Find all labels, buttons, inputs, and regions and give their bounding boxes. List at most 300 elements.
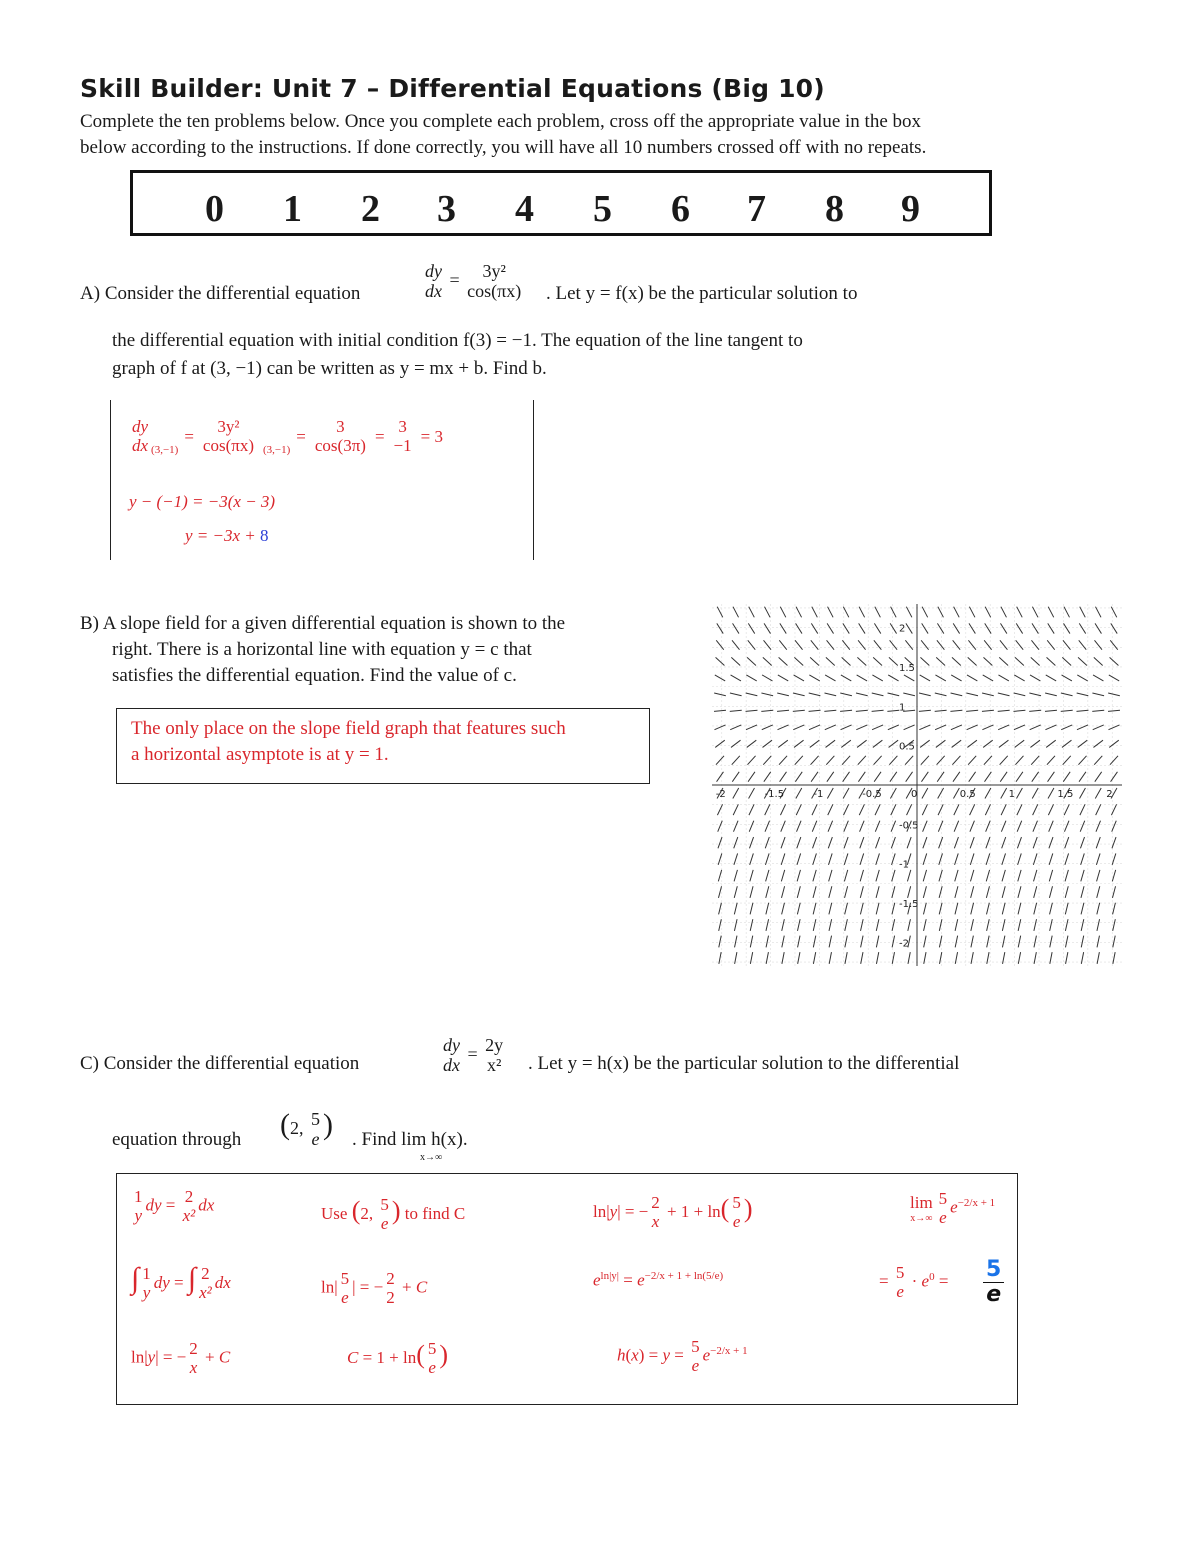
slope-segment [826,657,835,665]
slope-segment [1061,710,1073,711]
x-tick-label: 1 [1008,789,1015,800]
slope-segment [1112,870,1115,882]
problem-b-answer-box [116,708,650,784]
slope-segment [1033,837,1037,848]
slope-segment [971,919,974,931]
slope-segment [986,870,989,882]
slope-segment [1080,804,1085,815]
slope-segment [1014,693,1026,696]
slope-segment [1015,657,1024,665]
slope-segment [809,693,821,696]
slope-segment [1079,772,1086,782]
slope-segment [1033,821,1038,832]
slope-segment [1095,788,1101,798]
slope-segment [813,870,816,882]
slope-segment [810,740,820,747]
problem-b-line1: B) A slope field for a given differential equation is shown to the [80,613,566,634]
slope-segment [876,853,880,864]
slope-segment [1093,740,1103,747]
c-step-C: C = 1 + ln( 5 e ) [347,1339,449,1378]
slope-segment [1016,623,1022,633]
slope-segment [1018,853,1022,864]
slope-segment [797,903,800,915]
slope-segment [795,772,802,782]
slope-segment [718,821,723,832]
slope-segment [856,710,868,711]
slope-segment [987,936,989,948]
slope-segment [829,886,832,898]
slope-segment [780,623,786,633]
slope-segment [731,675,741,681]
c-final-answer: $\frac{5}{e}$ [983,1258,1004,1307]
slope-segment [798,952,800,964]
problem-a-equation: dy dx = 3y² cos(πx) [425,261,522,301]
slope-segment [954,837,958,848]
slope-segment [970,821,975,832]
slope-segment [828,607,834,618]
slope-segment [921,640,929,649]
slope-segment [998,725,1009,730]
slope-segment [793,693,805,696]
slope-segment [1097,903,1100,915]
y-tick-label: 1 [899,702,906,714]
slope-segment [811,772,818,782]
slope-segment [875,821,880,832]
slope-segment [906,772,913,782]
slope-segment [1109,740,1119,747]
slope-segment [747,657,756,665]
slope-segment [1045,710,1057,711]
slope-segment [1034,886,1037,898]
slope-segment [747,756,755,765]
slope-segment [750,870,753,882]
slope-segment [920,657,929,665]
slope-segment [829,952,831,964]
slope-segment [1111,623,1117,633]
slope-segment [891,837,895,848]
c-step-exp: $e^{ln|y|} = e^{-2/x + 1 + ln(5/e)}$ [593,1270,724,1290]
slope-segment [966,693,978,696]
slope-segment [1017,607,1023,618]
slope-segment [1050,919,1053,931]
slope-segment [857,675,867,681]
slope-segment [779,640,787,649]
slope-segment [1097,952,1099,964]
problem-c-point: (2, 5 e ) [280,1107,333,1149]
slope-segment [761,710,773,711]
slope-segment [955,903,958,915]
slope-segment [778,725,789,730]
slope-segment [731,657,740,665]
slope-segment [892,853,896,864]
slope-segment [1046,740,1056,747]
slope-segment [1049,821,1054,832]
slope-segment [718,837,722,848]
page-title: Skill Builder: Unit 7 – Differential Equations (Big 10) [80,74,825,103]
slope-segment [748,640,756,649]
problem-c-line1: C) Consider the differential equation [80,1053,360,1074]
slope-segment [840,710,852,711]
slope-segment [970,853,974,864]
slope-segment [1032,623,1038,633]
slope-segment [798,936,800,948]
slope-segment [923,853,927,864]
problem-b-line2: right. There is a horizontal line with equation y = c that [112,639,532,660]
slope-segment [1048,607,1054,618]
slope-segment [1002,870,1005,882]
c-step1: 1 y dy = 2 x² dx [134,1187,215,1225]
slope-segment [951,675,961,681]
slope-segment [890,788,896,798]
slope-segment [1096,837,1100,848]
slope-segment [809,725,820,730]
slope-segment [781,821,786,832]
slope-segment [920,740,930,747]
slope-segment [716,657,725,665]
slope-segment [1081,903,1084,915]
slope-segment [734,837,738,848]
slope-segment [1046,675,1056,681]
c-step-ln: ln|y| = − 2 x + 1 + ln( 5 e ) [593,1193,753,1232]
slope-segment [983,657,992,665]
slope-segment [971,903,974,915]
slope-segment [1065,936,1067,948]
slope-segment [1097,870,1100,882]
slope-segment [1016,788,1022,798]
slope-segment [1001,607,1007,618]
slope-segment [778,740,788,747]
problem-a-line1b: . Let y = f(x) be the particular solution to [546,283,858,304]
slope-segment [812,821,817,832]
slope-segment [908,886,911,898]
slope-segment [891,804,896,815]
slope-segment [1002,936,1004,948]
x-tick-label: -0.5 [862,789,882,800]
slope-segment [796,623,802,633]
slope-segment [968,756,976,765]
slope-segment [1033,804,1038,815]
slope-segment [811,640,819,649]
slope-segment [984,756,992,765]
digit-9[interactable]: 9 [901,188,920,230]
slope-segment [824,710,836,711]
slope-segment [1078,740,1088,747]
slope-segment [844,853,848,864]
slope-segment [1064,804,1069,815]
slope-segment [984,640,992,649]
slope-segment [829,919,832,931]
slope-segment [906,623,912,633]
slope-segment [766,936,768,948]
slope-segment [969,623,975,633]
slope-segment [797,919,800,931]
slope-segment [967,740,977,747]
slope-segment [794,740,804,747]
slope-segment [809,675,819,681]
slope-segment [952,740,962,747]
slope-segment [1049,837,1053,848]
slope-segment [813,952,815,964]
slope-segment [966,710,978,711]
slope-segment [749,607,755,618]
digit-1[interactable]: 1 [283,188,302,230]
slope-segment [1029,710,1041,711]
slope-segment [938,788,944,798]
c-step-lim: lim x→∞ 5 e $e^{-2/x + 1}$ [910,1189,996,1227]
slope-segment [876,837,880,848]
slope-segment [765,821,770,832]
slope-segment [1002,903,1005,915]
slope-segment [1092,710,1104,711]
slope-segment [953,772,960,782]
slope-segment [872,693,884,696]
slope-segment [763,756,771,765]
slope-segment [734,870,737,882]
slope-segment [1045,725,1056,730]
slope-segment [730,693,742,696]
digit-8[interactable]: 8 [825,188,844,230]
slope-segment [970,804,975,815]
slope-segment [1050,936,1052,948]
digit-0[interactable]: 0 [205,188,224,230]
slope-segment [762,725,773,730]
slope-segment [937,772,944,782]
slope-segment [1014,675,1024,681]
slope-segment [730,725,741,730]
slope-segment [1097,886,1100,898]
slope-segment [764,772,771,782]
slope-segment [860,837,864,848]
digit-7[interactable]: 7 [747,188,766,230]
slope-segment [719,936,721,948]
slope-segment [1047,640,1055,649]
slope-segment [1094,640,1102,649]
y-tick-label: -1.5 [899,899,919,911]
slope-segment [782,936,784,948]
slope-segment [1078,756,1086,765]
slope-segment [1018,936,1020,948]
work-line3: y = −3x + 8 [185,526,269,545]
slope-segment [1095,607,1101,618]
slope-segment [1064,821,1069,832]
slope-segment [938,607,944,618]
slope-segment [749,788,755,798]
slope-segment [734,886,737,898]
slope-segment [922,623,928,633]
slope-segment [937,640,945,649]
slope-segment [860,853,864,864]
slope-segment [1015,756,1023,765]
slope-segment [732,756,740,765]
instructions-line2: below according to the instructions. If done correctly, you will have all 10 numbers crossed off with no repeats. [80,137,927,158]
slope-segment [888,675,898,681]
slope-segment [1063,640,1071,649]
slope-segment [733,821,738,832]
c-step-final: = 5 e · $e^0$ = [879,1263,949,1301]
slope-segment [828,821,833,832]
slope-segment [937,623,943,633]
slope-segment [734,919,737,931]
slope-segment [1080,821,1085,832]
slope-segment [1049,853,1053,864]
slope-segment [856,693,868,696]
slope-segment [845,903,848,915]
digit-2[interactable]: 2 [361,188,380,230]
slope-segment [861,936,863,948]
slope-segment [1110,640,1118,649]
slope-segment [1095,772,1102,782]
slope-segment [735,936,737,948]
slope-segment [844,821,849,832]
slope-segment [827,623,833,633]
slope-segment [781,837,785,848]
slope-segment [718,853,722,864]
slope-segment [1108,693,1120,696]
slope-segment [859,804,864,815]
slope-segment [982,710,994,711]
slope-segment [828,837,832,848]
slope-segment [829,903,832,915]
slope-segment [734,903,737,915]
slope-segment [935,675,945,681]
x-tick-label: -2 [715,789,726,800]
slope-segment [765,853,769,864]
slope-segment [1077,725,1088,730]
slope-segment [860,903,863,915]
slope-segment [1113,919,1116,931]
slope-segment [1065,837,1069,848]
x-tick-label: 1.5 [1057,789,1074,800]
slope-segment [828,804,833,815]
slope-segment [890,640,898,649]
slope-segment [749,821,754,832]
slope-segment [1045,693,1057,696]
slope-segment [1065,919,1068,931]
instructions-line1: Complete the ten problems below. Once you complete each problem, cross off the appropriate value in the box [80,111,922,132]
y-tick-label: 0.5 [899,741,915,753]
c-step-h: h(x) = y = 5 e $e^{-2/x + 1}$ [617,1337,748,1375]
slope-segment [987,919,990,931]
slope-segment [1000,623,1006,633]
slope-segment [796,607,802,618]
slope-segment [907,870,910,882]
slope-segment [904,675,914,681]
slope-segment [923,903,926,915]
slope-segment [1065,870,1068,882]
slope-segment [1096,804,1101,815]
slope-segment [890,772,897,782]
slope-segment [935,693,947,696]
digit-6[interactable]: 6 [671,188,690,230]
slope-segment [1018,870,1021,882]
slope-segment [920,675,930,681]
slope-segment [765,804,770,815]
slope-segment [809,710,821,711]
slope-segment [1092,693,1104,696]
slope-segment [1066,952,1068,964]
x-tick-label: 0 [911,789,918,800]
slope-segment [1049,886,1052,898]
slope-segment [1050,952,1052,964]
slope-segment [1002,837,1006,848]
x-tick-label: 0.5 [959,789,976,800]
slope-segment [715,740,725,747]
problem-b-line3: satisfies the differential equation. Find the value of c. [112,665,517,686]
slope-segment [827,772,834,782]
digit-3[interactable]: 3 [437,188,456,230]
slope-segment [1048,623,1054,633]
slope-segment [1049,870,1052,882]
slope-segment [1063,756,1071,765]
slope-segment [1080,788,1086,798]
slope-segment [955,936,957,948]
digit-4[interactable]: 4 [515,188,534,230]
slope-segment [782,919,785,931]
y-tick-label: -1 [899,859,909,871]
slope-segment [907,804,912,815]
slope-segment [825,725,836,730]
problem-c-lim-sub: x→∞ [420,1152,443,1163]
slope-segment [907,837,911,848]
slope-segment [716,756,724,765]
slope-segment [826,756,834,765]
slope-segment [954,804,959,815]
slope-segment [813,919,816,931]
slope-segment [970,837,974,848]
slope-segment [1018,919,1021,931]
slope-segment [1001,788,1007,798]
problem-a-line3: graph of f at (3, −1) can be written as y = mx + b. Find b. [112,358,547,379]
slope-segment [968,657,977,665]
slope-segment [1034,936,1036,948]
slope-segment [955,853,959,864]
slope-segment [1001,804,1006,815]
slope-segment [811,756,819,765]
slope-segment [813,886,816,898]
slope-segment [1031,756,1039,765]
slope-segment [716,640,724,649]
slope-segment [812,607,818,618]
slope-segment [812,804,817,815]
slope-segment [813,903,816,915]
slope-segment [970,870,973,882]
slope-segment [797,870,800,882]
slope-segment [873,740,883,747]
slope-segment [1097,936,1099,948]
problem-a-line1: A) Consider the differential equation [80,283,361,304]
slope-segment [1018,886,1021,898]
slope-segment [797,886,800,898]
slope-segment [845,936,847,948]
work-line2: y − (−1) = −3(x − 3) [129,492,276,511]
slope-segment [939,886,942,898]
slope-segment [1016,772,1023,782]
slope-segment [782,952,784,964]
slope-segment [781,870,784,882]
slope-segment [1081,853,1085,864]
slope-segment [780,607,786,618]
slope-segment [936,657,945,665]
digit-5[interactable]: 5 [593,188,612,230]
slope-segment [969,772,976,782]
slope-segment [1065,853,1069,864]
slope-segment [890,623,896,633]
slope-segment [780,804,785,815]
slope-segment [1112,837,1116,848]
slope-segment [764,640,772,649]
slope-segment [761,693,773,696]
slope-segment [860,870,863,882]
